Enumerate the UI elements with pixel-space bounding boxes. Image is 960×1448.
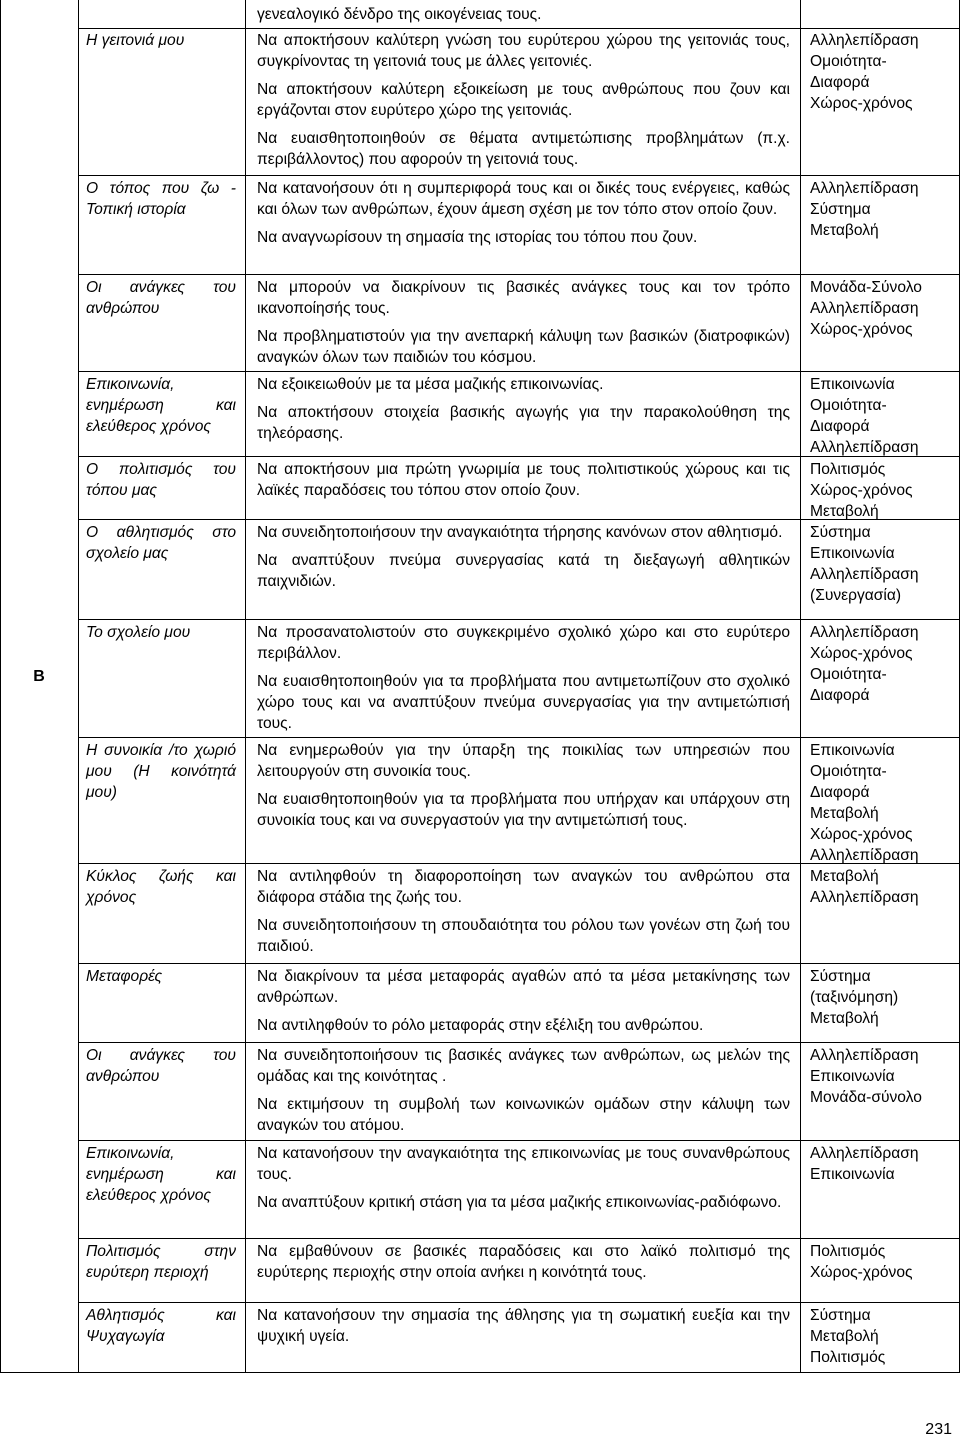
concepts-cell [810, 277, 956, 340]
topic-cell: Οι ανάγκες του ανθρώπου [86, 1047, 236, 1085]
topic-cell: Οι ανάγκες του ανθρώπου [86, 279, 236, 317]
objective-item: Να προβληματιστούν για την ανεπαρκή κάλυψη των βασικών (διατροφικών) αναγκών όλων των παιδιών του κόσμου. [257, 328, 790, 366]
objective-item: Να κατανοήσουν την αναγκαιότητα της επικοινωνίας με τους συνανθρώπους τους. [257, 1145, 790, 1183]
concepts-cell [810, 866, 956, 908]
concepts-cell [810, 1143, 956, 1185]
topic-cell: Ο πολιτισμός του τόπου μας [86, 461, 236, 499]
concepts-cell [810, 1241, 956, 1283]
concept-item: Διαφορά [810, 418, 870, 435]
concept-item: Επικοινωνία [810, 742, 895, 759]
topic-cell: Επικοινωνία, ενημέρωση και ελεύθερος χρόνος [86, 1145, 236, 1204]
concept-item: Μεταβολή [810, 1328, 879, 1345]
concepts-cell [810, 30, 956, 114]
concept-item: Πολιτισμός [810, 1349, 886, 1366]
concept-item: Επικοινωνία [810, 1068, 895, 1085]
concept-item: Σύστημα [810, 201, 871, 218]
concept-item: Ομοιότητα- [810, 666, 887, 683]
concept-item: Αλληλεπίδραση [810, 439, 919, 456]
objective-item: Να αντιληφθούν τη διαφοροποίηση των αναγκών του ανθρώπου στα διάφορα στάδια της ζωής του. [257, 868, 790, 906]
objectives-cell [257, 374, 790, 444]
objective-item: Να κατανοήσουν την σημασία της άθλησης για τη σωματική ευεξία και την ψυχική υγεία. [257, 1307, 790, 1345]
concept-item: Αλληλεπίδραση [810, 889, 919, 906]
concepts-cell [810, 622, 956, 706]
concept-item: Χώρος-χρόνος [810, 482, 913, 499]
objectives-cell [257, 1143, 790, 1213]
concept-item: Ομοιότητα- [810, 763, 887, 780]
concept-item: Χώρος-χρόνος [810, 1264, 913, 1281]
objective-item: Να συνειδητοποιήσουν την αναγκαιότητα τήρησης κανόνων στον αθλητισμό. [257, 524, 783, 541]
topic-cell: Επικοινωνία, ενημέρωση και ελεύθερος χρόνος [86, 376, 236, 435]
objectives-cell [257, 966, 790, 1036]
concept-item: Διαφορά [810, 74, 870, 91]
concepts-cell [810, 740, 956, 866]
concept-item: Αλληλεπίδραση [810, 566, 919, 583]
concept-item: Χώρος-χρόνος [810, 321, 913, 338]
objective-item: Να εμβαθύνουν σε βασικές παραδόσεις και στο λαϊκό πολιτισμό της ευρύτερης περιοχής στην οποία ανήκει η κοινότητά τους. [257, 1243, 790, 1281]
objective-item: Να συνειδητοποιήσουν τη σπουδαιότητα του ρόλου των γονέων στη ζωή του παιδιού. [257, 917, 790, 955]
objectives-cell [257, 178, 790, 248]
objectives-cell [257, 4, 790, 25]
topic-cell: Η γειτονιά μου [86, 32, 185, 49]
concept-item: Μονάδα-Σύνολο [810, 279, 922, 296]
concept-item: (ταξινόμηση) [810, 989, 899, 1006]
concept-item: Διαφορά [810, 687, 870, 704]
topic-cell: Πολιτισμός στην ευρύτερη περιοχή [86, 1243, 236, 1281]
concepts-cell [810, 1305, 956, 1368]
objective-item: Να διακρίνουν τα μέσα μεταφοράς αγαθών από τα μέσα μετακίνησης των ανθρώπων. [257, 968, 790, 1006]
concept-item: Μεταβολή [810, 222, 879, 239]
topic-cell: Κύκλος ζωής και χρόνος [86, 868, 236, 906]
objectives-cell [257, 1241, 790, 1283]
concept-item: Μεταβολή [810, 1010, 879, 1027]
concept-item: Μονάδα-σύνολο [810, 1089, 922, 1106]
objectives-cell [257, 866, 790, 957]
objective-item: Να αναπτύξουν κριτική στάση για τα μέσα μαζικής επικοινωνίας-ραδιόφωνο. [257, 1194, 782, 1211]
objective-item: Να εκτιμήσουν τη συμβολή των κοινωνικών ομάδων στην κάλυψη των αναγκών του ατόμου. [257, 1096, 790, 1134]
page-number: 231 [925, 1421, 952, 1438]
concepts-cell [810, 1045, 956, 1108]
objective-item: Να μπορούν να διακρίνουν τις βασικές ανάγκες τους και τον τρόπο ικανοποίησής τους. [257, 279, 790, 317]
objective-item: Να συνειδητοποιήσουν τις βασικές ανάγκες των ανθρώπων, ως μελών της ομάδας και της κοινότητας . [257, 1047, 790, 1085]
concept-item: Επικοινωνία [810, 545, 895, 562]
objectives-cell [257, 1045, 790, 1136]
objective-item: Να κατανοήσουν ότι η συμπεριφορά τους και οι δικές τους ενέργειες, καθώς και όλων των ανθρώπων, έχουν άμεση σχέση με τον τόπο στον οποίο ζουν. [257, 180, 790, 218]
concepts-cell [810, 178, 956, 241]
concept-item: Αλληλεπίδραση [810, 847, 919, 864]
objective-item: Να αποκτήσουν καλύτερη γνώση του ευρύτερου χώρου της γειτονιάς τους, συγκρίνοντας τη γειτονιά τους με άλλες γειτονιές. [257, 32, 790, 70]
objective-item: γενεαλογικό δένδρο της οικογένειας τους. [257, 6, 542, 23]
concept-item: Ομοιότητα- [810, 397, 887, 414]
objectives-cell [257, 522, 790, 592]
concept-item: Μεταβολή [810, 868, 879, 885]
objective-item: Να αποκτήσουν καλύτερη εξοικείωση με τους ανθρώπους που ζουν και εργάζονται στον ευρύτερο χώρο της γειτονιάς. [257, 81, 790, 119]
concept-item: Σύστημα [810, 1307, 871, 1324]
objectives-cell [257, 622, 790, 734]
concept-item: Πολιτισμός [810, 1243, 886, 1260]
topic-cell: Αθλητισμός και Ψυχαγωγία [86, 1307, 236, 1345]
objective-item: Να ενημερωθούν για την ύπαρξη της ποικιλίας των υπηρεσιών που λειτουργούν στη συνοικία τους. [257, 742, 790, 780]
concept-item: Αλληλεπίδραση [810, 300, 919, 317]
objective-item: Να προσανατολιστούν στο συγκεκριμένο σχολικό χώρο και στο ευρύτερο περιβάλλον. [257, 624, 790, 662]
concept-item: Χώρος-χρόνος [810, 826, 913, 843]
concept-item: Σύστημα [810, 524, 871, 541]
objectives-cell [257, 277, 790, 368]
concept-item: Επικοινωνία [810, 1166, 895, 1183]
topic-cell: Μεταφορές [86, 968, 163, 985]
concepts-cell [810, 459, 956, 522]
objectives-cell [257, 1305, 790, 1347]
concept-item: Σύστημα [810, 968, 871, 985]
concept-item: Αλληλεπίδραση [810, 1145, 919, 1162]
objective-item: Να αποκτήσουν στοιχεία βασικής αγωγής για την παρακολούθηση της τηλεόρασης. [257, 404, 790, 442]
concept-item: Χώρος-χρόνος [810, 645, 913, 662]
concept-item: Ομοιότητα- [810, 53, 887, 70]
concept-item: Διαφορά [810, 784, 870, 801]
objectives-cell [257, 459, 790, 501]
concept-item: Αλληλεπίδραση [810, 180, 919, 197]
topic-cell: Ο τόπος που ζω - Τοπική ιστορία [86, 180, 236, 218]
concept-item: Επικοινωνία [810, 376, 895, 393]
concept-item: Μεταβολή [810, 503, 879, 520]
topic-cell: Ο αθλητισμός στο σχολείο μας [86, 524, 236, 562]
objective-item: Να ευαισθητοποιηθούν για τα προβλήματα που αντιμετωπίζουν στο σχολικό χώρο τους και να αναπτύξουν πνεύμα συνεργασίας για την αντιμετώπισή τους. [257, 673, 790, 732]
topic-cell: Το σχολείο μου [86, 624, 191, 641]
objective-item: Να αναγνωρίσουν τη σημασία της ιστορίας του τόπου που ζουν. [257, 229, 698, 246]
concept-item: Μεταβολή [810, 805, 879, 822]
concept-item: Αλληλεπίδραση [810, 32, 919, 49]
objective-item: Να αναπτύξουν πνεύμα συνεργασίας κατά τη διεξαγωγή αθλητικών παιχνιδιών. [257, 552, 790, 590]
concept-item: Χώρος-χρόνος [810, 95, 913, 112]
section-letter: Β [33, 668, 45, 685]
concepts-cell [810, 522, 956, 606]
topic-cell: Η συνοικία /το χωριό μου (Η κοινότητά μου) [86, 742, 236, 801]
objective-item: Να ευαισθητοποιηθούν σε θέματα αντιμετώπισης προβλημάτων (π.χ. περιβάλλοντος) που αφορούν τη γειτονιά τους. [257, 130, 790, 168]
objective-item: Να αποκτήσουν μια πρώτη γνωριμία με τους πολιτιστικούς χώρους και τις λαϊκές παραδόσεις του τόπου στον οποίο ζουν. [257, 461, 790, 499]
concept-item: Αλληλεπίδραση [810, 624, 919, 641]
objective-item: Να αντιληφθούν το ρόλο μεταφοράς στην εξέλιξη του ανθρώπου. [257, 1017, 704, 1034]
concepts-cell [810, 374, 956, 458]
objectives-cell [257, 740, 790, 831]
objective-item: Να ευαισθητοποιηθούν για τα προβλήματα που υπήρχαν και υπάρχουν στη συνοικία τους και να συνεργαστούν για την αντιμετώπισή τους. [257, 791, 790, 829]
concept-item: (Συνεργασία) [810, 587, 902, 604]
objectives-cell [257, 30, 790, 170]
objective-item: Να εξοικειωθούν με τα μέσα μαζικής επικοινωνίας. [257, 376, 604, 393]
concept-item: Πολιτισμός [810, 461, 886, 478]
concept-item: Αλληλεπίδραση [810, 1047, 919, 1064]
concepts-cell [810, 966, 956, 1029]
